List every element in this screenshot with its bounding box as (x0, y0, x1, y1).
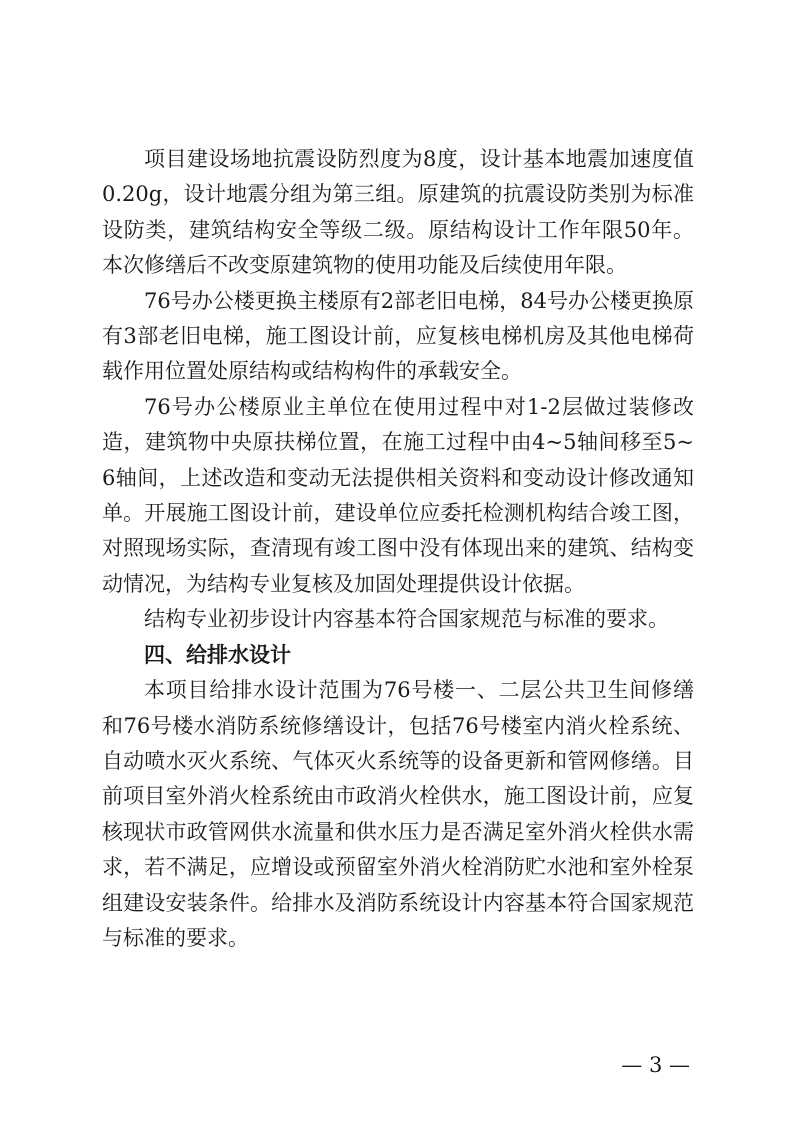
document-body (102, 142, 694, 956)
paragraph-renovation: 76号办公楼原业主单位在使用过程中对1-2层做过装修改造，建筑物中央原扶梯位置，在施工过程中由4~5轴间移至5~6轴间，上述改造和变动无法提供相关资料和变动设计修改通知单。开展施工图设计前，建设单位应委托检测机构结合竣工图，对照现场实际，查清现有竣工图中没有体现出来的建筑、结构变动情况，为结构专业复核及加固处理提供设计依据。 (102, 394, 694, 596)
paragraph-seismic: 项目建设场地抗震设防烈度为8度，设计基本地震加速度值0.20g，设计地震分组为第三组。原建筑的抗震设防类别为标准设防类，建筑结构安全等级二级。原结构设计工作年限50年。本次修缮后不改变原建筑物的使用功能及后续使用年限。 (102, 147, 694, 278)
section-heading-water: 四、给排水设计 (144, 642, 291, 667)
paragraph-elevators: 76号办公楼更换主楼原有2部老旧电梯，84号办公楼更换原有3部老旧电梯，施工图设计前，应复核电梯机房及其他电梯荷载作用位置处原结构或结构构件的承载安全。 (102, 288, 694, 384)
paragraph-structure-conclusion: 结构专业初步设计内容基本符合国家规范与标准的要求。 (144, 607, 669, 632)
page-number: — 3 — (621, 1053, 690, 1077)
paragraph-water-design: 本项目给排水设计范围为76号楼一、二层公共卫生间修缮和76号楼水消防系统修缮设计，包括76号楼室内消火栓系统、自动喷水灭火系统、气体灭火系统等的设备更新和管网修缮。目前项目室外消火栓系统由市政消火栓供水，施工图设计前，应复核现状市政管网供水流量和供水压力是否满足室外消火栓供水需求，若不满足，应增设或预留室外消火栓消防贮水池和室外栓泵组建设安装条件。给排水及消防系统设计内容基本符合国家规范与标准的要求。 (102, 678, 694, 950)
